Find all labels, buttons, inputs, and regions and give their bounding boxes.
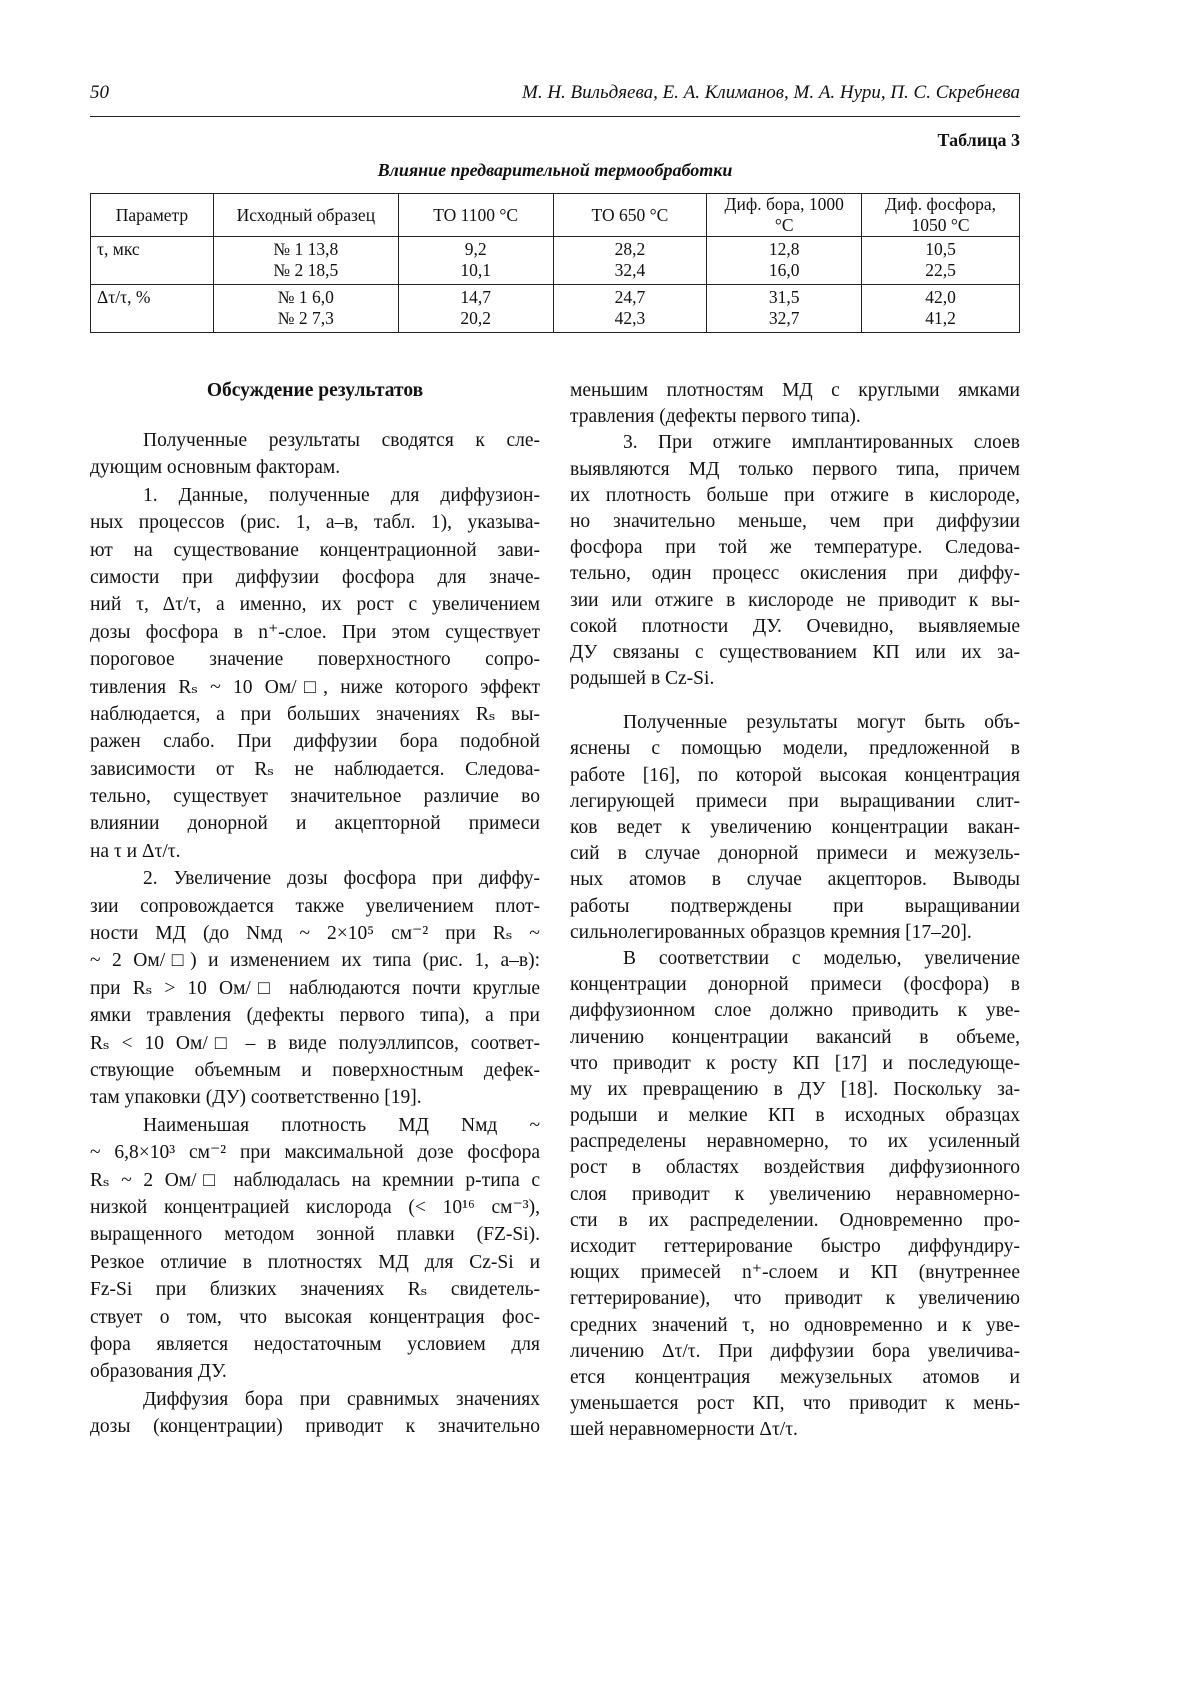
cell-value: 9,2 [405,239,547,260]
column-header: Исходный образец [213,194,398,237]
column-header: ТО 650 °С [553,194,707,237]
text-line: травления (дефекты первого типа). [570,404,1020,430]
running-head-authors: М. Н. Вильдяева, Е. А. Климанов, М. А. Нури, П. С. Скребнева [522,82,1020,104]
text-line: распределены неравномерно, то их усиленный [570,1129,1020,1155]
text-line: Rₛ ~ 2 Ом/□ наблюдалась на кремнии p-типа с [90,1167,540,1194]
text-line: ющих примесей n⁺-слоем и КП (внутреннее [570,1260,1020,1286]
text-line: зии или отжиге в кислороде не приводит к вы- [570,588,1020,614]
cell-value: № 2 18,5 [220,260,392,281]
text-line: слоя приводит к увеличению неравномерно- [570,1182,1020,1208]
text-line: дозы фосфора в n⁺-слое. При этом существует [90,619,540,646]
cell-value: 41,2 [868,308,1013,329]
text-line: влиянии донорной и акцепторной примеси [90,810,540,837]
text-line: сокой плотности ДУ. Очевидно, выявляемые [570,614,1020,640]
text-line: Fz-Si при близких значениях Rₛ свидетель- [90,1276,540,1303]
text-line: ных процессов (рис. 1, а–в, табл. 1), указыва- [90,509,540,536]
cell-value: 42,0 [868,287,1013,308]
text-line: ний τ, Δτ/τ, а именно, их рост с увеличением [90,591,540,618]
text-line: выращенного методом зонной плавки (FZ-Si). [90,1221,540,1248]
text-line: личению концентрации вакансий в объеме, [570,1025,1020,1051]
cell-value: № 1 6,0 [220,287,392,308]
text-line: тельно, один процесс окисления при диффу- [570,561,1020,587]
text-line: меньшим плотностям МД с круглыми ямками [570,378,1020,404]
column-header: Диф. фосфора, 1050 °С [862,194,1020,237]
text-line: что приводит к росту КП [17] и последующе- [570,1051,1020,1077]
text-line: средних значений τ, но одновременно и к уве- [570,1313,1020,1339]
table-cell [862,237,1020,285]
text-line: личению Δτ/τ. При диффузии бора увеличива- [570,1339,1020,1365]
data-table [90,193,1020,333]
text-line: ности МД (до Nмд ~ 2×10⁵ см⁻² при Rₛ ~ [90,920,540,947]
text-line: ствует о том, что высокая концентрация фос- [90,1304,540,1331]
text-line: 3. При отжиге имплантированных слоев [570,430,1020,456]
text-line: при Rₛ > 10 Ом/□ наблюдаются почти круглые [90,975,540,1002]
text-line: рост в областях воздействия диффузионного [570,1155,1020,1181]
text-line: ~ 6,8×10³ см⁻² при максимальной дозе фосфора [90,1139,540,1166]
text-line: но значительно меньше, чем при диффузии [570,509,1020,535]
text-line: Резкое отличие в плотностях МД для Cz-Si и [90,1249,540,1276]
column-header: ТО 1100 °С [398,194,553,237]
text-line: Наименьшая плотность МД Nмд ~ [90,1112,540,1139]
table-cell [398,285,553,333]
text-line [570,692,1020,710]
text-line: Диффузия бора при сравнимых значениях [90,1386,540,1413]
text-line: тельно, существует значительное различие во [90,783,540,810]
cell-value: 24,7 [560,287,701,308]
text-line: тивления Rₛ ~ 10 Ом/□, ниже которого эффект [90,674,540,701]
text-line: ~ 2 Ом/□) и изменением их типа (рис. 1, а–в): [90,947,540,974]
text-line: Rₛ < 10 Ом/□ – в виде полуэллипсов, соответ- [90,1030,540,1057]
text-line: сий в случае донорной примеси и межузель- [570,841,1020,867]
table-caption: Влияние предварительной термообработки [90,160,1020,181]
table-cell [213,237,398,285]
text-line: дующим основным факторам. [90,454,540,481]
text-line: сильнолегированных образцов кремния [17–20]. [570,920,1020,946]
text-line: пороговое значение поверхностного сопро- [90,646,540,673]
cell-value: 10,5 [868,239,1013,260]
text-line: ется концентрация межузельных атомов и [570,1365,1020,1391]
cell-value: 14,7 [405,287,547,308]
text-line: ствующие объемным и поверхностным дефек- [90,1057,540,1084]
cell-value: 10,1 [405,260,547,281]
text-line: ных атомов в случае акцепторов. Выводы [570,867,1020,893]
cell-value: 22,5 [868,260,1013,281]
text-line: на τ и Δτ/τ. [90,838,540,865]
left-column [90,377,540,1440]
cell-value: 31,5 [713,287,855,308]
table-cell [213,285,398,333]
text-line: зии сопровождается также увеличением плот- [90,893,540,920]
right-column [570,378,1020,1444]
cell-value: 32,4 [560,260,701,281]
table-cell [862,285,1020,333]
text-line: низкой концентрацией кислорода (< 10¹⁶ см⁻³), [90,1194,540,1221]
text-line: 1. Данные, полученные для диффузион- [90,482,540,509]
text-line: дозы (концентрации) приводит к значительно [90,1413,540,1440]
param-cell: Δτ/τ, % [91,285,214,333]
table-row [91,237,1020,285]
text-line: родыши и мелкие КП в исходных образцах [570,1103,1020,1129]
text-line: выявляются МД только первого типа, причем [570,457,1020,483]
cell-value: 32,7 [713,308,855,329]
text-line: шей неравномерности Δτ/τ. [570,1417,1020,1443]
text-line: му их превращению в ДУ [18]. Поскольку за- [570,1077,1020,1103]
text-line: концентрации донорной примеси (фосфора) в [570,972,1020,998]
text-line: яснены с помощью модели, предложенной в [570,736,1020,762]
text-line: сти в их распределении. Одновременно про- [570,1208,1020,1234]
text-line: ДУ связаны с существованием КП или их за- [570,640,1020,666]
text-line: уменьшается рост КП, что приводит к мень- [570,1391,1020,1417]
text-line: образования ДУ. [90,1358,540,1385]
text-line: их плотность больше при отжиге в кислороде, [570,483,1020,509]
text-line: фосфора при той же температуре. Следова- [570,535,1020,561]
cell-value: № 2 7,3 [220,308,392,329]
param-cell: τ, мкс [91,237,214,285]
table-cell [707,285,862,333]
table-number: Таблица 3 [938,130,1020,151]
table-cell [398,237,553,285]
text-line: зависимости от Rₛ не наблюдается. Следова- [90,756,540,783]
cell-value: 28,2 [560,239,701,260]
text-line: работы подтверждены при выращивании [570,894,1020,920]
text-line: наблюдается, а при больших значениях Rₛ вы- [90,701,540,728]
text-line: ют на существование концентрационной зави- [90,537,540,564]
table-row [91,285,1020,333]
text-line: 2. Увеличение дозы фосфора при диффу- [90,865,540,892]
cell-value: 42,3 [560,308,701,329]
text-line: исходит геттерирование быстро диффундиру- [570,1234,1020,1260]
cell-value: 20,2 [405,308,547,329]
text-line: симости при диффузии фосфора для значе- [90,564,540,591]
text-line: ражен слабо. При диффузии бора подобной [90,728,540,755]
table-cell [553,237,707,285]
table-cell [553,285,707,333]
text-line: родышей в Cz-Si. [570,666,1020,692]
text-line: Полученные результаты могут быть объ- [570,710,1020,736]
cell-value: № 1 13,8 [220,239,392,260]
column-header: Диф. бора, 1000 °С [707,194,862,237]
text-line: там упаковки (ДУ) соответственно [19]. [90,1084,540,1111]
text-line: фора является недостаточным условием для [90,1331,540,1358]
text-line: диффузионном слое должно приводить к уве- [570,998,1020,1024]
page-number: 50 [90,82,109,104]
header-rule [90,116,1020,117]
text-line: легирующей примеси при выращивании слит- [570,789,1020,815]
text-line: ямки травления (дефекты первого типа), а при [90,1002,540,1029]
table-cell [707,237,862,285]
column-header: Параметр [91,194,214,237]
text-line: Полученные результаты сводятся к сле- [90,427,540,454]
cell-value: 12,8 [713,239,855,260]
text-line: ков ведет к увеличению концентрации вакан- [570,815,1020,841]
text-line: геттерирование), что приводит к увеличению [570,1286,1020,1312]
text-line: работе [16], по которой высокая концентрация [570,763,1020,789]
table-header-row [91,194,1020,237]
text-line: В соответствии с моделью, увеличение [570,946,1020,972]
cell-value: 16,0 [713,260,855,281]
section-heading: Обсуждение результатов [90,377,540,404]
